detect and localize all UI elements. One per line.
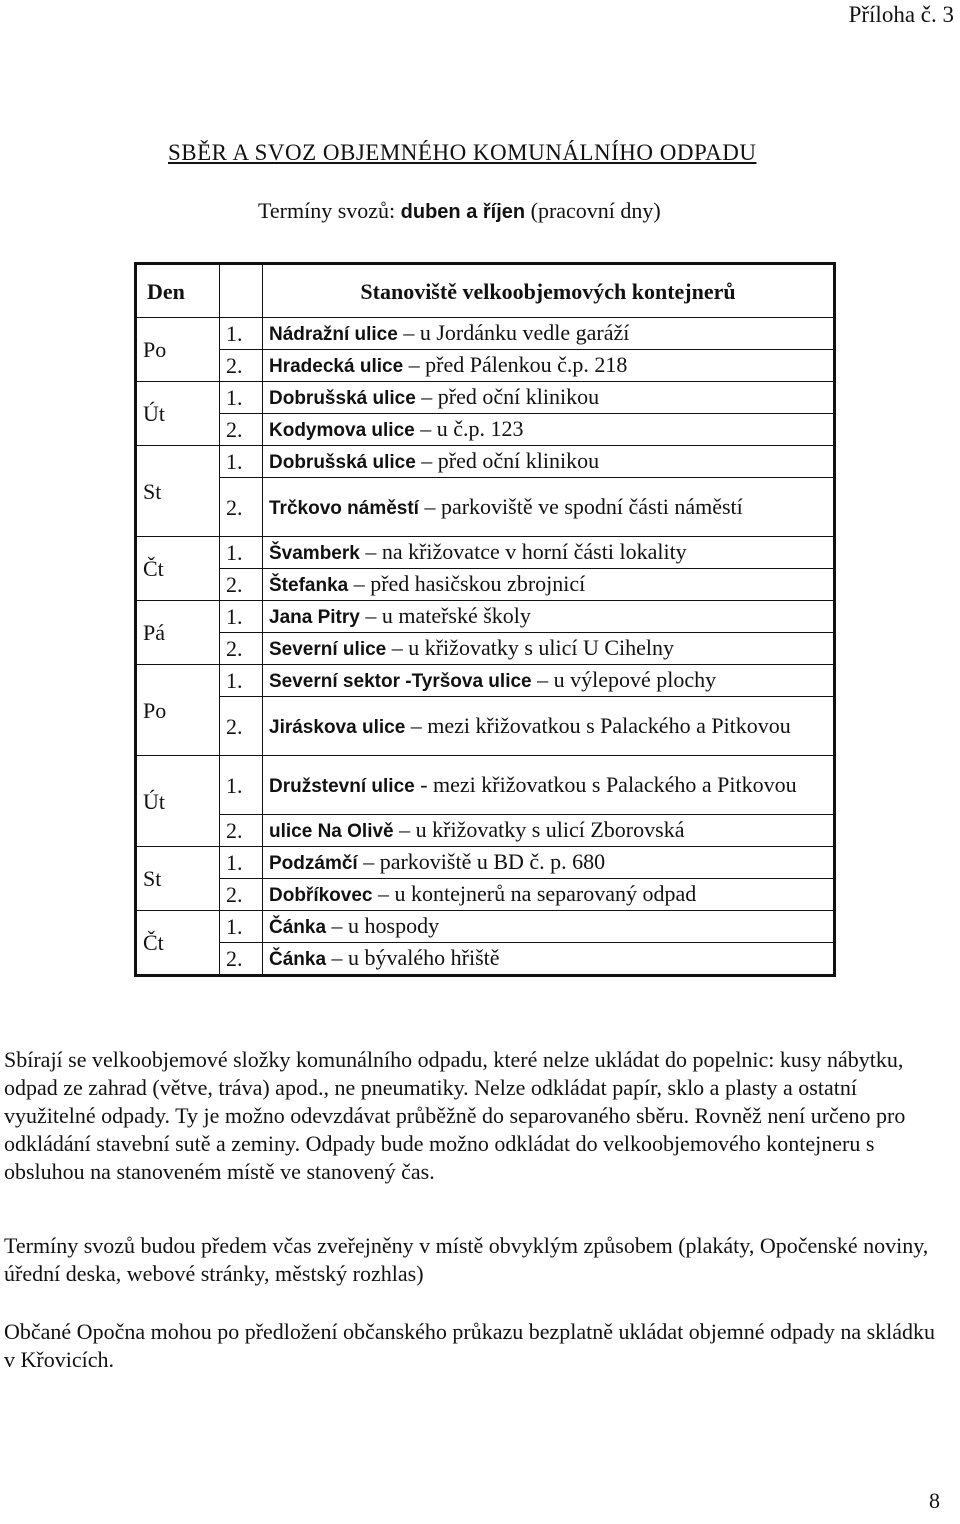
- location-number: 1.: [220, 911, 263, 943]
- location-cell: [263, 815, 835, 847]
- location-number: 1.: [220, 665, 263, 697]
- table-row: [136, 601, 835, 633]
- table-row: [136, 446, 835, 478]
- location-street: Nádražní ulice: [269, 324, 398, 345]
- location-detail: – u křižovatky s ulicí U Cihelny: [386, 635, 675, 660]
- location-number: 2.: [220, 350, 263, 382]
- location-number: 1.: [220, 847, 263, 879]
- table-row: [136, 943, 835, 976]
- header-day: Den: [136, 264, 220, 318]
- location-detail: – parkoviště u BD č. p. 680: [357, 849, 606, 874]
- location-cell: [263, 847, 835, 879]
- location-number: 2.: [220, 697, 263, 756]
- location-detail: – před oční klinikou: [415, 384, 600, 409]
- location-street: Severní sektor -Tyršova ulice: [269, 671, 532, 692]
- location-street: Podzámčí: [269, 853, 358, 874]
- location-street: Dobříkovec: [269, 885, 373, 906]
- table-row: [136, 879, 835, 911]
- location-detail: – u mateřské školy: [359, 603, 531, 628]
- location-street: Družstevní ulice: [269, 775, 415, 797]
- location-number: 2.: [220, 633, 263, 665]
- header-location: Stanoviště velkoobjemových kontejnerů: [263, 264, 835, 318]
- location-number: 1.: [220, 382, 263, 414]
- location-cell: [263, 350, 835, 382]
- location-number: 2.: [220, 569, 263, 601]
- location-detail: – u kontejnerů na separovaný odpad: [372, 881, 697, 906]
- location-number: 2.: [220, 879, 263, 911]
- location-number: 1.: [220, 446, 263, 478]
- location-cell: [263, 665, 835, 697]
- collection-terms: [258, 198, 661, 224]
- location-cell: [263, 633, 835, 665]
- paragraph-rules: Sbírají se velkoobjemové složky komunálního odpadu, které nelze ukládat do popelnic: kusy nábytku, odpad ze zahrad (větve, tráva) apod., ne pneumatiky. Nelze odkládat papír, sklo a plasty a ostatní využitelné odpady. Ty je možno odevzdávat průběžně do separovaného sběru. Rovněž není určeno pro odkládání stavební sutě a zeminy. Odpady bude možno odkládat do velkoobjemového kontejneru s obsluhou na stanoveném místě ve stanovený čas.: [4, 1047, 906, 1184]
- location-number: 2.: [220, 478, 263, 537]
- location-number: 1.: [220, 318, 263, 350]
- location-street: Severní ulice: [269, 639, 387, 660]
- location-detail: – u bývalého hřiště: [326, 945, 500, 970]
- location-number: 1.: [220, 601, 263, 633]
- location-cell: [263, 478, 835, 537]
- day-cell: St: [136, 847, 220, 911]
- location-detail: - mezi křižovatkou s Palackého a Pitkovou: [414, 771, 797, 797]
- page-number: 8: [929, 1488, 940, 1513]
- location-number: 2.: [220, 943, 263, 976]
- day-cell: Po: [136, 318, 220, 382]
- location-street: Dobrušská ulice: [269, 452, 416, 473]
- day-cell: Čt: [136, 911, 220, 976]
- table-row: [136, 911, 835, 943]
- table-row: [136, 350, 835, 382]
- location-cell: [263, 697, 835, 756]
- location-street: ulice Na Olivě: [269, 821, 394, 842]
- day-cell: Po: [136, 665, 220, 756]
- location-detail: – parkoviště ve spodní části náměstí: [418, 493, 743, 519]
- location-detail: – před Pálenkou č.p. 218: [403, 352, 628, 377]
- location-street: Štefanka: [269, 575, 349, 596]
- table-row: [136, 382, 835, 414]
- location-street: Kodymova ulice: [269, 420, 415, 441]
- location-cell: [263, 382, 835, 414]
- location-detail: – u křižovatky s ulicí Zborovská: [393, 817, 685, 842]
- terms-suffix: (pracovní dny): [525, 198, 661, 223]
- location-detail: – na křižovatce v horní části lokality: [359, 539, 687, 564]
- terms-prefix: Termíny svozů:: [258, 198, 401, 223]
- location-detail: – u hospody: [326, 913, 440, 938]
- location-cell: [263, 943, 835, 976]
- location-street: Čánka: [269, 917, 327, 938]
- table-row: [136, 537, 835, 569]
- location-street: Hradecká ulice: [269, 356, 404, 377]
- location-detail: – před oční klinikou: [415, 448, 600, 473]
- location-cell: [263, 756, 835, 815]
- paragraph-announcement: Termíny svozů budou předem včas zveřejněny v místě obvyklým způsobem (plakáty, Opočenské noviny, úřední deska, webové stránky, městský rozhlas): [4, 1233, 929, 1286]
- annex-label: Příloha č. 3: [848, 2, 954, 27]
- page-title: SBĚR A SVOZ OBJEMNÉHO KOMUNÁLNÍHO ODPADU: [168, 140, 757, 165]
- location-street: Jana Pitry: [269, 607, 360, 628]
- schedule-table: [134, 262, 836, 977]
- table-row: [136, 318, 835, 350]
- location-cell: [263, 446, 835, 478]
- table-header-row: [136, 264, 835, 318]
- location-cell: [263, 537, 835, 569]
- location-street: Čánka: [269, 949, 327, 970]
- terms-months: duben a říjen: [400, 201, 526, 223]
- day-cell: Čt: [136, 537, 220, 601]
- location-number: 2.: [220, 414, 263, 446]
- location-detail: – mezi křižovatkou s Palackého a Pitkovou: [405, 712, 791, 738]
- day-cell: St: [136, 446, 220, 537]
- table-row: [136, 414, 835, 446]
- location-number: 1.: [220, 537, 263, 569]
- day-cell: Pá: [136, 601, 220, 665]
- location-detail: – u výlepové plochy: [531, 667, 717, 692]
- location-street: Dobrušská ulice: [269, 388, 416, 409]
- table-row: [136, 697, 835, 756]
- day-cell: Út: [136, 382, 220, 446]
- table-row: [136, 478, 835, 537]
- table-row: [136, 815, 835, 847]
- location-cell: [263, 911, 835, 943]
- location-number: 2.: [220, 815, 263, 847]
- location-cell: [263, 569, 835, 601]
- location-cell: [263, 414, 835, 446]
- schedule-body: [136, 318, 835, 976]
- day-cell: Út: [136, 756, 220, 847]
- table-row: [136, 847, 835, 879]
- location-detail: – před hasičskou zbrojnicí: [348, 571, 586, 596]
- location-detail: – u Jordánku vedle garáží: [397, 320, 630, 345]
- paragraph-landfill: Občané Opočna mohou po předložení občanského průkazu bezplatně ukládat objemné odpady na skládku v Křovicích.: [4, 1319, 936, 1372]
- location-cell: [263, 318, 835, 350]
- location-detail: – u č.p. 123: [414, 416, 524, 441]
- table-row: [136, 569, 835, 601]
- location-cell: [263, 601, 835, 633]
- location-cell: [263, 879, 835, 911]
- header-num-blank: [220, 264, 263, 318]
- location-street: Jiráskova ulice: [269, 716, 406, 738]
- table-row: [136, 665, 835, 697]
- table-row: [136, 633, 835, 665]
- table-row: [136, 756, 835, 815]
- location-street: Švamberk: [269, 543, 360, 564]
- location-number: 1.: [220, 756, 263, 815]
- location-street: Trčkovo náměstí: [269, 497, 419, 519]
